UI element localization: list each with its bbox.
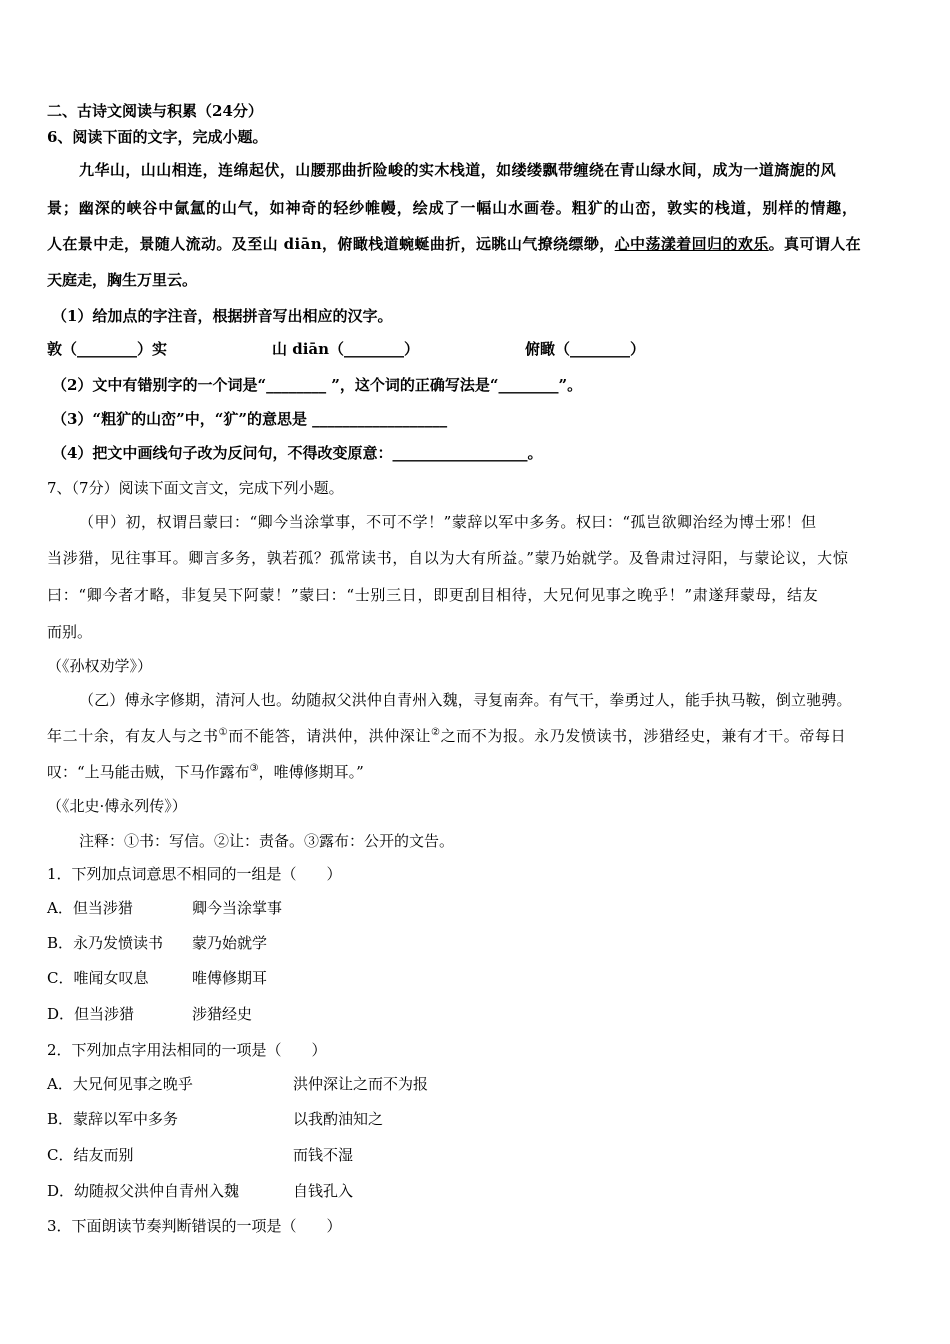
q7-yi-line: 年二十余，有友人与之书①而不能答，请洪仲，洪仲深让②之而不为报。永乃发愤读书，涉猎经史，兼有才干。帝每日 <box>47 727 847 745</box>
option-right: 自钱孔入 <box>293 1182 354 1200</box>
q6-sub1-blank-a: 敦（________）实 <box>47 340 168 358</box>
q7-jia-line: （甲）初，权谓吕蒙曰：“卿今当涂掌事，不可不学！”蒙辞以军中多务。权曰：“孤岂欲卿治经为博士邪！但 <box>79 513 817 531</box>
option-right: 而钱不湿 <box>293 1146 354 1164</box>
question-stem: 2．下列加点字用法相同的一项是（ ） <box>47 1041 327 1059</box>
q6-title: 6、阅读下面的文字，完成小题。 <box>47 128 268 146</box>
q7-title: 7、（7分）阅读下面文言文，完成下列小题。 <box>47 479 344 497</box>
q7-jia-line: 当涉猎，见往事耳。卿言多务，孰若孤？孤常读书，自以为大有所益。”蒙乃始就学。及鲁肃过浔阳，与蒙论议，大惊 <box>47 549 849 567</box>
footnote-marker: ③ <box>249 763 259 774</box>
option-right: 蒙乃始就学 <box>192 934 268 952</box>
option-left: D．幼随叔父洪仲自青州入魏 <box>47 1182 240 1200</box>
q7-jia-line: 而别。 <box>47 623 93 641</box>
q6-passage-line: 景；幽深的峡谷中氤氲的山气，如神奇的轻纱帷幔，绘成了一幅山水画卷。粗犷的山峦，敦实的栈道，别样的情趣， <box>47 199 858 217</box>
option-left: C．结友而别 <box>47 1146 134 1164</box>
q7-yi-line: （乙）傅永字修期，清河人也。幼随叔父洪仲自青州入魏，寻复南奔。有气干，拳勇过人，能手执马鞍，倒立驰骋。 <box>79 691 852 709</box>
q7-jia-line: 曰：“卿今者才略，非复吴下阿蒙！”蒙曰：“士别三日，即更刮目相待，大兄何见事之晚乎！”肃遂拜蒙母，结友 <box>47 586 819 604</box>
option-right: 唯傅修期耳 <box>192 969 268 987</box>
section-title: 二、古诗文阅读与积累（24分） <box>47 102 263 120</box>
option-left: B．蒙辞以军中多务 <box>47 1110 179 1128</box>
q7-yi-source: （《北史·傅永列传》） <box>47 797 187 815</box>
q6-sub1: （1）给加点的字注音，根据拼音写出相应的汉字。 <box>52 307 393 325</box>
q7-jia-source: （《孙权劝学》） <box>47 657 153 675</box>
option-left: D．但当涉猎 <box>47 1005 135 1023</box>
option-right: 卿今当涂掌事 <box>192 899 283 917</box>
q6-sub3: （3）“粗犷的山峦”中，“犷”的意思是 __________________ <box>52 410 448 428</box>
q7-yi-line: 叹：“上马能击贼，下马作露布③，唯傅修期耳。” <box>47 763 364 781</box>
option-right: 涉猎经史 <box>192 1005 253 1023</box>
question-stem: 1．下列加点词意思不相同的一组是（ ） <box>47 865 342 883</box>
q6-sub2: （2）文中有错别字的一个词是“________ ”，这个词的正确写法是“________”。 <box>52 376 583 394</box>
q7-notes: 注释：①书：写信。②让：责备。③露布：公开的文告。 <box>79 832 455 850</box>
question-stem: 3．下面朗读节奏判断错误的一项是（ ） <box>47 1217 342 1235</box>
option-left: A．大兄何见事之晚乎 <box>47 1075 193 1093</box>
q6-sub1-blank-c: 俯瞰（________） <box>525 340 646 358</box>
q6-passage-line: 九华山，山山相连，连绵起伏，山腰那曲折险峻的实木栈道，如缕缕飘带缠绕在青山绿水间，成为一道旖旎的风 <box>79 161 837 179</box>
q6-passage-line: 人在景中走，景随人流动。及至山 diān，俯瞰栈道蜿蜒曲折，远眺山气撩绕缥缈，心中荡漾着回归的欢乐。真可谓人在 <box>47 235 862 253</box>
footnote-marker: ② <box>431 727 441 738</box>
option-right: 洪仲深让之而不为报 <box>293 1075 429 1093</box>
option-left: B．永乃发愤读书 <box>47 934 164 952</box>
option-right: 以我酌油知之 <box>293 1110 384 1128</box>
underlined-sentence: 心中荡漾着回归的欢乐 <box>614 235 769 253</box>
q6-sub4: （4）把文中画线句子改为反问句，不得改变原意：__________________。 <box>52 444 543 462</box>
q6-sub1-blank-b: 山 diān（________） <box>272 340 420 358</box>
q6-passage-line: 天庭走，胸生万里云。 <box>47 271 198 289</box>
footnote-marker: ① <box>218 727 229 738</box>
option-left: A．但当涉猎 <box>47 899 133 917</box>
option-left: C．唯闻女叹息 <box>47 969 149 987</box>
